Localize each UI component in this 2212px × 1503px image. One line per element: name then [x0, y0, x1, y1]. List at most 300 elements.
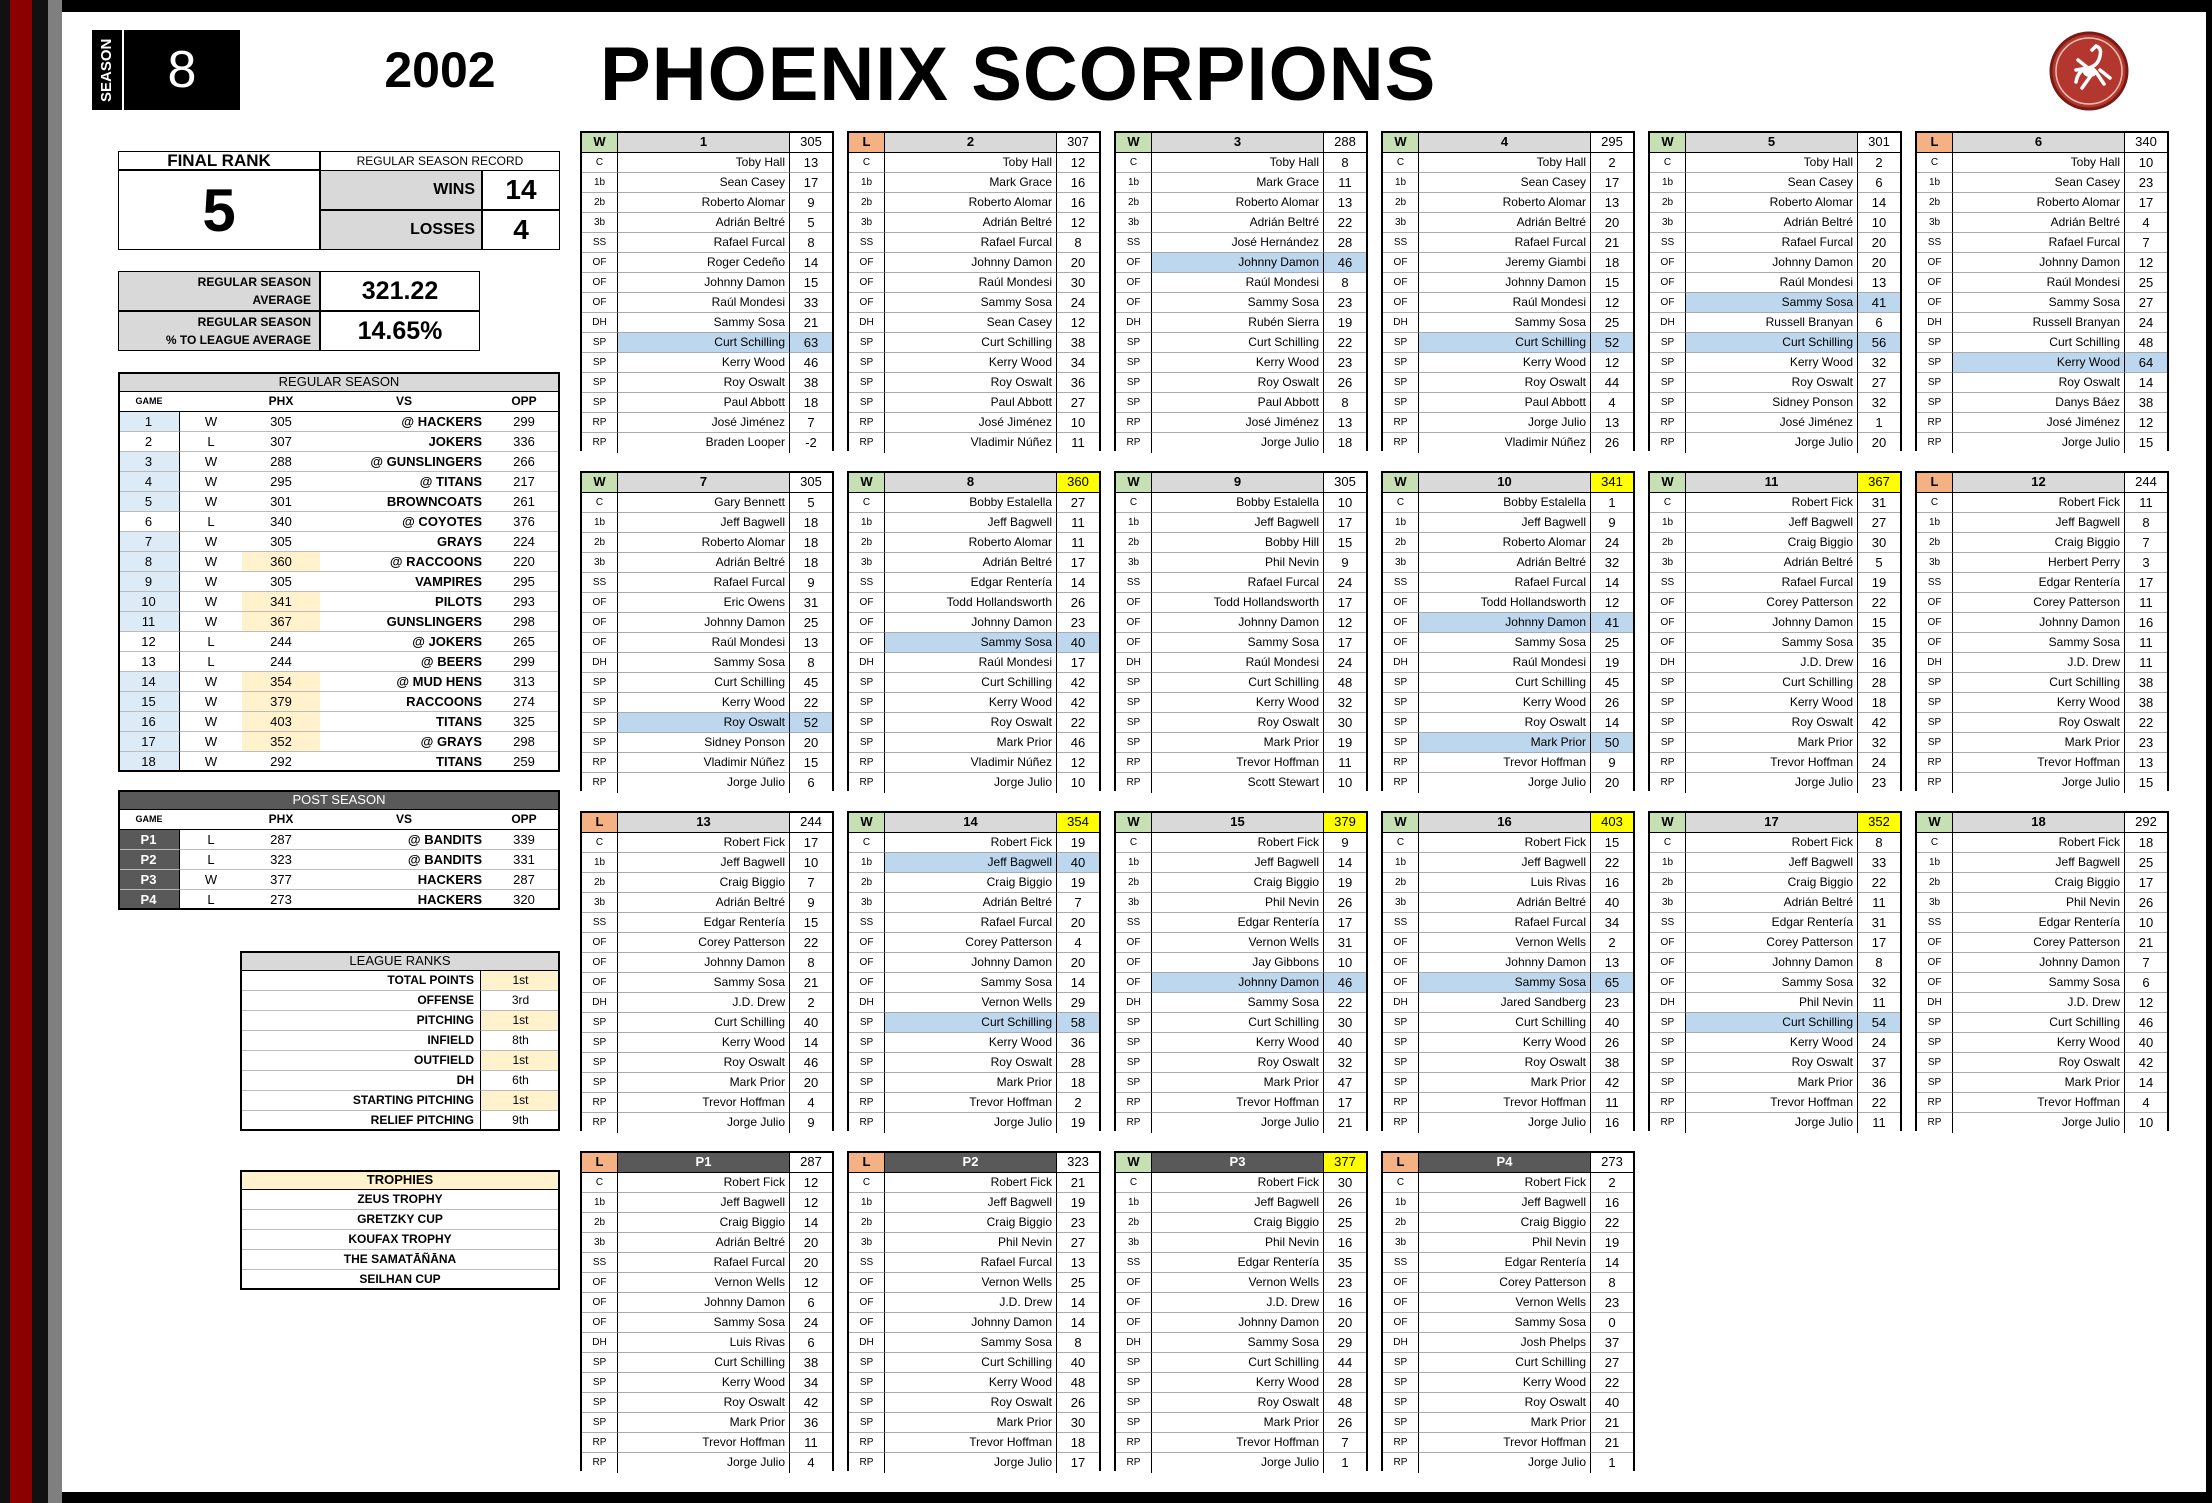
player-score: 10: [2125, 153, 2167, 173]
player-score: 45: [790, 673, 832, 693]
player-position: OF: [1650, 273, 1686, 293]
player-position: C: [849, 833, 885, 853]
player-position: 3b: [1383, 1233, 1419, 1253]
player-position: DH: [582, 1333, 618, 1353]
player-score: 8: [790, 233, 832, 253]
player-score: 13: [1324, 413, 1366, 433]
player-score: 11: [1324, 173, 1366, 193]
player-position: OF: [1116, 293, 1152, 313]
regular_season-cell: 403: [242, 712, 320, 732]
player-name: Adrián Beltré: [618, 213, 790, 233]
game-number: P3: [1152, 1153, 1324, 1173]
game-total: 305: [1324, 473, 1366, 493]
player-position: RP: [1116, 1113, 1152, 1133]
player-score: 25: [1591, 313, 1633, 333]
player-name: José Hernández: [1152, 233, 1324, 253]
player-score: 11: [1591, 1093, 1633, 1113]
player-score: 52: [1591, 333, 1633, 353]
player-score: 23: [1057, 1213, 1099, 1233]
player-position: OF: [849, 253, 885, 273]
player-position: OF: [582, 973, 618, 993]
game-result-badge: W: [582, 473, 618, 493]
player-position: OF: [1383, 593, 1419, 613]
player-position: RP: [582, 753, 618, 773]
player-name: Vernon Wells: [618, 1273, 790, 1293]
player-position: 3b: [582, 1233, 618, 1253]
regular_season-cell: 5: [118, 492, 180, 512]
player-score: 15: [1858, 613, 1900, 633]
player-score: 19: [1057, 1193, 1099, 1213]
player-name: Kerry Wood: [1686, 353, 1858, 373]
player-score: 44: [1591, 373, 1633, 393]
game-total: 292: [2125, 813, 2167, 833]
league-rank-value: 1st: [480, 971, 560, 991]
regular_season-cell: 11: [118, 612, 180, 632]
player-score: 10: [1324, 773, 1366, 793]
player-score: 42: [1057, 693, 1099, 713]
player-name: Toby Hall: [1953, 153, 2125, 173]
player-position: RP: [582, 1113, 618, 1133]
player-name: Kerry Wood: [618, 353, 790, 373]
player-name: Toby Hall: [1686, 153, 1858, 173]
player-position: OF: [582, 293, 618, 313]
game-total: 377: [1324, 1153, 1366, 1173]
player-position: C: [582, 153, 618, 173]
player-name: Toby Hall: [618, 153, 790, 173]
player-name: Phil Nevin: [1419, 1233, 1591, 1253]
player-name: Sammy Sosa: [1953, 633, 2125, 653]
player-score: 2: [790, 993, 832, 1013]
player-score: 26: [1057, 1393, 1099, 1413]
player-score: 18: [790, 513, 832, 533]
player-name: Raúl Mondesi: [1152, 653, 1324, 673]
regular_season-cell: W: [180, 572, 242, 592]
avg-value: 321.22: [320, 271, 480, 311]
player-score: 46: [1324, 973, 1366, 993]
player-position: SP: [1917, 353, 1953, 373]
player-score: 2: [1591, 933, 1633, 953]
game-result-badge: L: [1383, 1153, 1419, 1173]
regular_season-cell: 301: [242, 492, 320, 512]
player-position: RP: [1383, 773, 1419, 793]
game-total: 244: [790, 813, 832, 833]
player-score: 6: [2125, 973, 2167, 993]
player-position: 3b: [1116, 893, 1152, 913]
player-name: J.D. Drew: [1152, 1293, 1324, 1313]
game-result-badge: L: [849, 1153, 885, 1173]
player-score: 33: [1858, 853, 1900, 873]
player-score: 22: [1324, 213, 1366, 233]
regular_season-cell: @ HACKERS: [320, 412, 488, 432]
player-score: 12: [790, 1193, 832, 1213]
player-name: Vladimir Núñez: [1419, 433, 1591, 453]
player-score: 6: [790, 1293, 832, 1313]
post_season-cell: 320: [488, 890, 560, 910]
game-number: 11: [1686, 473, 1858, 493]
game-number: 7: [618, 473, 790, 493]
player-position: 3b: [1917, 213, 1953, 233]
player-position: 2b: [1383, 1213, 1419, 1233]
player-name: Roberto Alomar: [1419, 193, 1591, 213]
game-total: 295: [1591, 133, 1633, 153]
game-result-badge: W: [1116, 473, 1152, 493]
player-name: Rafael Furcal: [885, 1253, 1057, 1273]
player-position: OF: [1383, 613, 1419, 633]
trophy-item: ZEUS TROPHY: [240, 1190, 560, 1210]
player-score: 48: [1324, 1393, 1366, 1413]
player-name: Jorge Julio: [1419, 1113, 1591, 1133]
player-position: OF: [1116, 273, 1152, 293]
player-score: 4: [2125, 1093, 2167, 1113]
regular_season-cell: @ COYOTES: [320, 512, 488, 532]
player-position: OF: [1917, 613, 1953, 633]
player-name: Robert Fick: [1686, 833, 1858, 853]
player-position: RP: [849, 753, 885, 773]
post_season-cell: P3: [118, 870, 180, 890]
player-score: 35: [1324, 1253, 1366, 1273]
player-score: 22: [1858, 593, 1900, 613]
player-position: RP: [849, 433, 885, 453]
game-box: [1381, 131, 1635, 451]
player-score: 40: [1591, 893, 1633, 913]
player-name: Mark Prior: [885, 1413, 1057, 1433]
player-name: Trevor Hoffman: [1686, 1093, 1858, 1113]
player-name: Rafael Furcal: [1419, 913, 1591, 933]
player-name: Mark Prior: [1152, 1413, 1324, 1433]
player-position: SS: [1650, 913, 1686, 933]
player-score: 23: [1858, 773, 1900, 793]
player-name: Phil Nevin: [1152, 1233, 1324, 1253]
player-score: 33: [790, 293, 832, 313]
player-score: 48: [2125, 333, 2167, 353]
player-position: OF: [582, 633, 618, 653]
player-position: 2b: [849, 533, 885, 553]
player-name: Sammy Sosa: [1953, 973, 2125, 993]
player-position: SP: [1917, 393, 1953, 413]
player-position: 1b: [1116, 173, 1152, 193]
post_season-cell: W: [180, 870, 242, 890]
player-score: 26: [1591, 1033, 1633, 1053]
player-name: Trevor Hoffman: [1419, 753, 1591, 773]
player-score: 17: [1324, 633, 1366, 653]
player-position: SP: [1650, 1013, 1686, 1033]
player-position: 2b: [1917, 873, 1953, 893]
player-score: 20: [1057, 253, 1099, 273]
regular_season-cell: 340: [242, 512, 320, 532]
player-name: Craig Biggio: [1953, 533, 2125, 553]
player-score: 29: [1324, 1333, 1366, 1353]
player-name: Trevor Hoffman: [1152, 753, 1324, 773]
player-score: 4: [1591, 393, 1633, 413]
player-score: 19: [1324, 313, 1366, 333]
player-position: DH: [1917, 993, 1953, 1013]
player-position: SP: [582, 353, 618, 373]
league-rank-label: PITCHING: [240, 1011, 480, 1031]
player-position: SP: [1116, 373, 1152, 393]
player-position: OF: [1917, 253, 1953, 273]
game-box: [847, 471, 1101, 791]
player-name: Phil Nevin: [1152, 893, 1324, 913]
regular_season-cell: W: [180, 492, 242, 512]
player-name: Kerry Wood: [885, 693, 1057, 713]
player-name: Raúl Mondesi: [1419, 293, 1591, 313]
player-position: SP: [849, 353, 885, 373]
player-position: OF: [1917, 933, 1953, 953]
player-position: 3b: [1116, 1233, 1152, 1253]
player-position: RP: [582, 1093, 618, 1113]
player-score: 6: [1858, 173, 1900, 193]
player-score: 26: [1591, 693, 1633, 713]
player-name: Roy Oswalt: [1953, 373, 2125, 393]
player-name: Vernon Wells: [1152, 933, 1324, 953]
regular_season-cell: 376: [488, 512, 560, 532]
regular_season-cell: 298: [488, 612, 560, 632]
player-name: Luis Rivas: [1419, 873, 1591, 893]
player-position: SP: [582, 733, 618, 753]
player-score: 23: [1591, 993, 1633, 1013]
player-name: Phil Nevin: [1686, 993, 1858, 1013]
player-position: C: [582, 1173, 618, 1193]
player-position: 1b: [1116, 853, 1152, 873]
regular_season-cell: 266: [488, 452, 560, 472]
player-position: SP: [582, 1073, 618, 1093]
player-position: SP: [1116, 1073, 1152, 1093]
player-name: Curt Schilling: [618, 333, 790, 353]
player-score: 21: [1591, 1413, 1633, 1433]
player-position: SP: [1383, 1033, 1419, 1053]
player-position: SP: [1383, 673, 1419, 693]
player-position: RP: [1650, 1093, 1686, 1113]
player-position: SP: [849, 333, 885, 353]
player-position: 1b: [1116, 513, 1152, 533]
player-position: RP: [1383, 433, 1419, 453]
player-position: OF: [1116, 613, 1152, 633]
pct-label-line2: % TO LEAGUE AVERAGE: [165, 333, 311, 347]
player-position: SP: [1383, 373, 1419, 393]
trophies-title: TROPHIES: [240, 1170, 560, 1190]
player-score: 8: [790, 953, 832, 973]
player-position: 1b: [1383, 513, 1419, 533]
player-name: Robert Fick: [885, 833, 1057, 853]
player-position: OF: [1116, 1313, 1152, 1333]
player-score: 8: [1324, 393, 1366, 413]
player-position: 2b: [1383, 533, 1419, 553]
player-name: Raúl Mondesi: [1152, 273, 1324, 293]
player-score: 18: [1057, 1433, 1099, 1453]
player-score: 22: [1591, 1373, 1633, 1393]
player-position: DH: [1917, 313, 1953, 333]
player-name: Kerry Wood: [1152, 1373, 1324, 1393]
player-position: OF: [582, 933, 618, 953]
player-position: SP: [1116, 1353, 1152, 1373]
player-position: RP: [1116, 1453, 1152, 1473]
player-score: 12: [1057, 153, 1099, 173]
player-position: SP: [1383, 353, 1419, 373]
losses-value: 4: [482, 210, 560, 250]
game-number: 3: [1152, 133, 1324, 153]
player-name: Johnny Damon: [1953, 253, 2125, 273]
player-name: Raúl Mondesi: [1686, 273, 1858, 293]
regular_season-cell: @ BEERS: [320, 652, 488, 672]
regular_season-cell: 299: [488, 412, 560, 432]
pct-label-line1: REGULAR SEASON: [197, 315, 311, 329]
player-name: Sammy Sosa: [885, 293, 1057, 313]
player-position: OF: [1383, 633, 1419, 653]
post_season-cell: 323: [242, 850, 320, 870]
player-name: Todd Hollandsworth: [1152, 593, 1324, 613]
player-name: Johnny Damon: [618, 273, 790, 293]
player-name: Jorge Julio: [885, 773, 1057, 793]
player-position: C: [1650, 493, 1686, 513]
player-name: Sammy Sosa: [1419, 313, 1591, 333]
regular_season-cell: PILOTS: [320, 592, 488, 612]
player-name: Jeff Bagwell: [1419, 513, 1591, 533]
player-score: 12: [2125, 253, 2167, 273]
player-score: 31: [1858, 493, 1900, 513]
player-position: 2b: [1116, 193, 1152, 213]
player-name: Jorge Julio: [1686, 433, 1858, 453]
player-name: Trevor Hoffman: [618, 1093, 790, 1113]
player-position: DH: [1650, 993, 1686, 1013]
player-score: 22: [1858, 1093, 1900, 1113]
player-position: SP: [582, 1373, 618, 1393]
regular_season-cell: 224: [488, 532, 560, 552]
player-score: 15: [2125, 773, 2167, 793]
player-name: Craig Biggio: [1419, 1213, 1591, 1233]
game-total: 360: [1057, 473, 1099, 493]
regular_season-cell: 367: [242, 612, 320, 632]
player-position: SP: [1650, 373, 1686, 393]
player-position: SP: [1383, 333, 1419, 353]
game-number: 8: [885, 473, 1057, 493]
game-total: 288: [1324, 133, 1366, 153]
player-position: RP: [1917, 433, 1953, 453]
player-score: 20: [1858, 233, 1900, 253]
regular_season-cell: 295: [242, 472, 320, 492]
player-position: RP: [849, 773, 885, 793]
player-score: 23: [2125, 733, 2167, 753]
trophy-item: THE SAMATĀÑĀNA: [240, 1250, 560, 1270]
player-position: SP: [1383, 713, 1419, 733]
player-name: Roy Oswalt: [1419, 373, 1591, 393]
league-rank-value: 8th: [480, 1031, 560, 1051]
player-name: Curt Schilling: [1152, 1353, 1324, 1373]
player-score: 22: [1591, 1213, 1633, 1233]
player-name: Toby Hall: [885, 153, 1057, 173]
player-position: C: [1116, 1173, 1152, 1193]
player-name: Rafael Furcal: [1419, 573, 1591, 593]
player-score: 17: [2125, 873, 2167, 893]
game-number: 17: [1686, 813, 1858, 833]
player-name: Curt Schilling: [1152, 1013, 1324, 1033]
league-rank-label: TOTAL POINTS: [240, 971, 480, 991]
player-position: SP: [849, 1053, 885, 1073]
regular_season-cell: 244: [242, 652, 320, 672]
player-position: RP: [1917, 773, 1953, 793]
player-name: José Jiménez: [1152, 413, 1324, 433]
player-name: Kerry Wood: [1152, 353, 1324, 373]
player-name: Curt Schilling: [1953, 333, 2125, 353]
player-name: Curt Schilling: [885, 673, 1057, 693]
player-name: Jeff Bagwell: [1419, 853, 1591, 873]
post_season-header: PHX: [242, 810, 320, 830]
player-name: Rafael Furcal: [1686, 573, 1858, 593]
regular_season-header: PHX: [242, 392, 320, 412]
league-rank-label: OFFENSE: [240, 991, 480, 1011]
player-position: 2b: [1116, 1213, 1152, 1233]
player-position: SP: [849, 1033, 885, 1053]
game-number: 18: [1953, 813, 2125, 833]
player-score: 22: [790, 933, 832, 953]
player-position: C: [1650, 153, 1686, 173]
player-name: Edgar Rentería: [1953, 913, 2125, 933]
player-score: 17: [1324, 593, 1366, 613]
player-name: Bobby Estalella: [885, 493, 1057, 513]
player-score: 21: [1324, 1113, 1366, 1133]
regular_season-cell: 17: [118, 732, 180, 752]
player-score: 7: [2125, 953, 2167, 973]
player-position: SP: [1650, 733, 1686, 753]
regular_season-cell: L: [180, 632, 242, 652]
player-name: Curt Schilling: [1953, 673, 2125, 693]
player-position: OF: [1116, 933, 1152, 953]
post_season-cell: P2: [118, 850, 180, 870]
player-position: RP: [1383, 1453, 1419, 1473]
player-position: 3b: [849, 553, 885, 573]
player-position: 1b: [849, 1193, 885, 1213]
player-score: 34: [1591, 913, 1633, 933]
player-score: 19: [1591, 1233, 1633, 1253]
player-score: 14: [1591, 1253, 1633, 1273]
player-name: Luis Rivas: [618, 1333, 790, 1353]
player-name: Herbert Perry: [1953, 553, 2125, 573]
player-position: OF: [582, 613, 618, 633]
regular_season-cell: TITANS: [320, 712, 488, 732]
regular_season-cell: 3: [118, 452, 180, 472]
player-score: 3: [2125, 553, 2167, 573]
player-position: SP: [1650, 393, 1686, 413]
player-name: Vladimir Núñez: [885, 753, 1057, 773]
player-name: Robert Fick: [1152, 1173, 1324, 1193]
player-position: DH: [1383, 993, 1419, 1013]
player-name: Rafael Furcal: [618, 233, 790, 253]
player-name: Rafael Furcal: [885, 233, 1057, 253]
player-name: Roy Oswalt: [1686, 713, 1858, 733]
player-position: SP: [1650, 673, 1686, 693]
final-rank-label: FINAL RANK: [118, 151, 320, 171]
player-position: SS: [1917, 233, 1953, 253]
player-name: Kerry Wood: [1419, 693, 1591, 713]
player-position: OF: [1650, 933, 1686, 953]
player-position: SS: [1116, 913, 1152, 933]
game-result-badge: L: [582, 1153, 618, 1173]
player-score: 32: [1324, 1053, 1366, 1073]
player-position: 1b: [1383, 173, 1419, 193]
player-score: 1: [1324, 1453, 1366, 1473]
player-position: OF: [582, 253, 618, 273]
player-name: Adrián Beltré: [618, 553, 790, 573]
regular_season-cell: 307: [242, 432, 320, 452]
player-name: Sammy Sosa: [618, 973, 790, 993]
player-score: 8: [1324, 153, 1366, 173]
player-name: Adrián Beltré: [1686, 553, 1858, 573]
player-name: Roberto Alomar: [1953, 193, 2125, 213]
player-score: 22: [1591, 853, 1633, 873]
player-name: J.D. Drew: [1686, 653, 1858, 673]
regular_season-cell: 1: [118, 412, 180, 432]
player-score: 54: [1858, 1013, 1900, 1033]
player-position: 2b: [849, 1213, 885, 1233]
